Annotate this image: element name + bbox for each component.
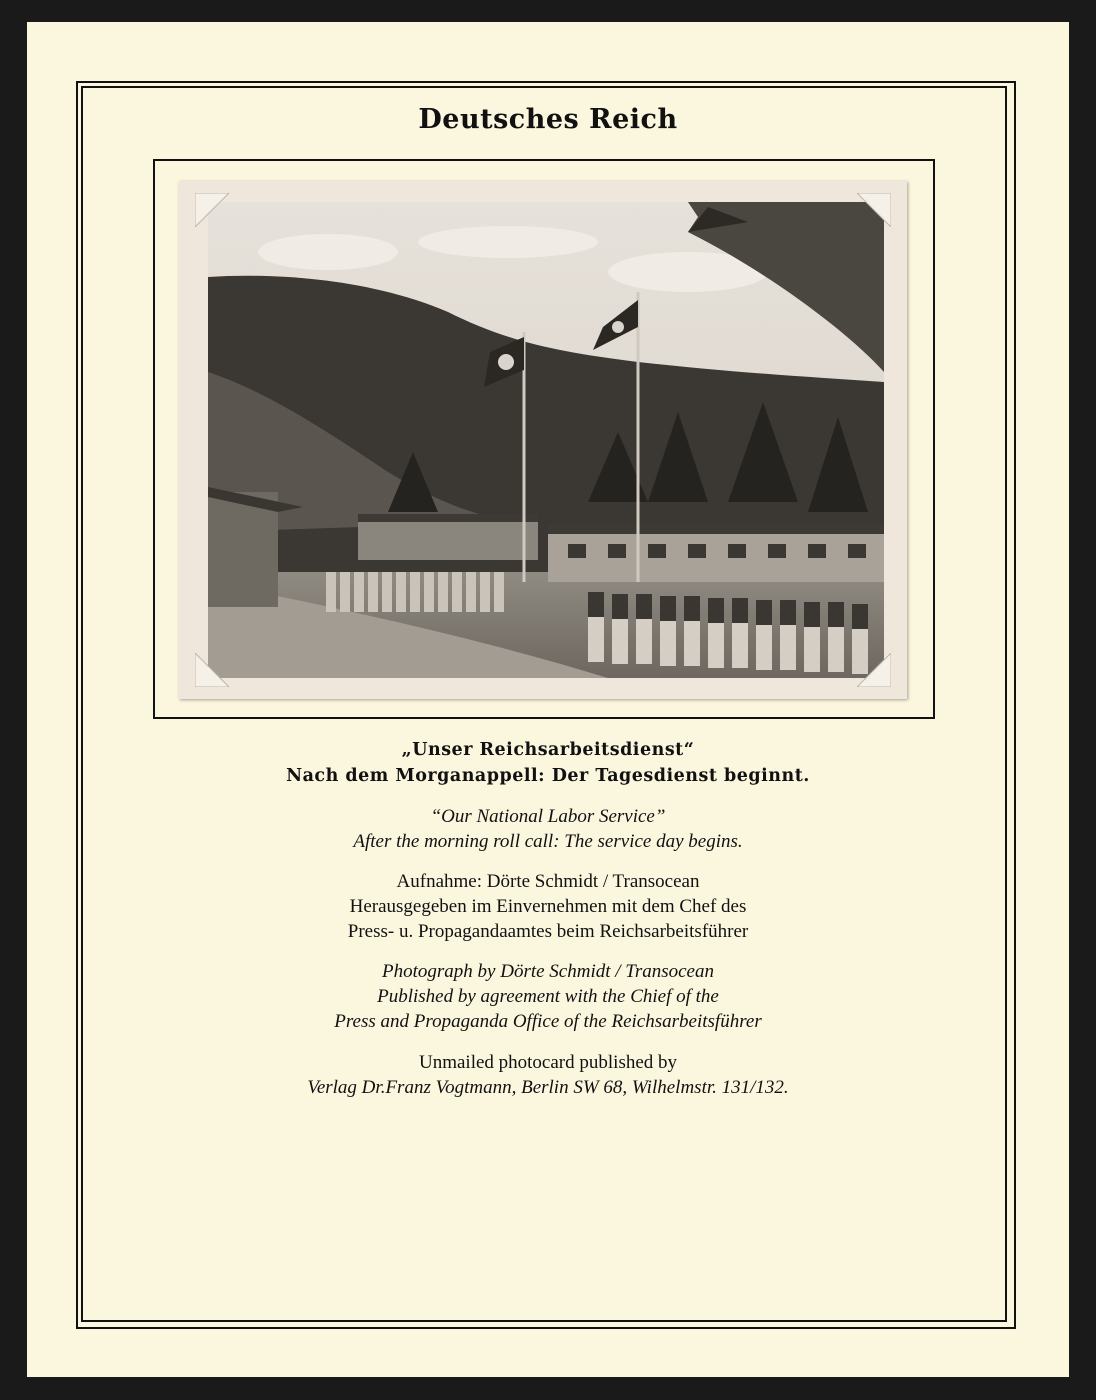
publisher-address: Verlag Dr.Franz Vogtmann, Berlin SW 68, Wilhelmstr. 131/132. xyxy=(307,1077,789,1098)
photo-corner-icon xyxy=(857,193,891,227)
photo-corner-icon xyxy=(857,653,891,687)
photo-frame xyxy=(153,159,935,719)
publisher-line: Unmailed photocard published by xyxy=(418,1052,678,1073)
credit-german-line: Aufnahme: Dörte Schmidt / Transocean xyxy=(396,871,700,892)
publisher-info xyxy=(27,1050,1069,1100)
credit-german xyxy=(27,869,1069,944)
credit-german-line: Herausgegeben im Einvernehmen mit dem Chef des xyxy=(349,896,747,917)
photocard xyxy=(179,181,907,699)
caption-english-subtitle: After the morning roll call: The service day begins. xyxy=(353,831,743,852)
page-title: Deutsches Reich xyxy=(418,104,678,135)
photograph xyxy=(208,202,884,678)
credit-english xyxy=(27,959,1069,1034)
caption-german-title: „Unser Reichsarbeitsdienst“ xyxy=(401,740,695,760)
caption-english xyxy=(27,804,1069,854)
credit-english-line: Press and Propaganda Office of the Reichsarbeitsführer xyxy=(334,1011,762,1032)
credit-german-line: Press- u. Propagandaamtes beim Reichsarbeitsführer xyxy=(347,921,749,942)
photo-corner-icon xyxy=(195,193,229,227)
photo-corner-icon xyxy=(195,653,229,687)
album-page xyxy=(27,22,1069,1377)
caption-english-title: “Our National Labor Service” xyxy=(430,806,666,827)
caption-german xyxy=(27,737,1069,789)
caption-german-subtitle: Nach dem Morganappell: Der Tagesdienst beginnt. xyxy=(286,766,810,786)
credit-english-line: Published by agreement with the Chief of the xyxy=(377,986,719,1007)
credit-english-line: Photograph by Dörte Schmidt / Transocean xyxy=(382,961,714,982)
